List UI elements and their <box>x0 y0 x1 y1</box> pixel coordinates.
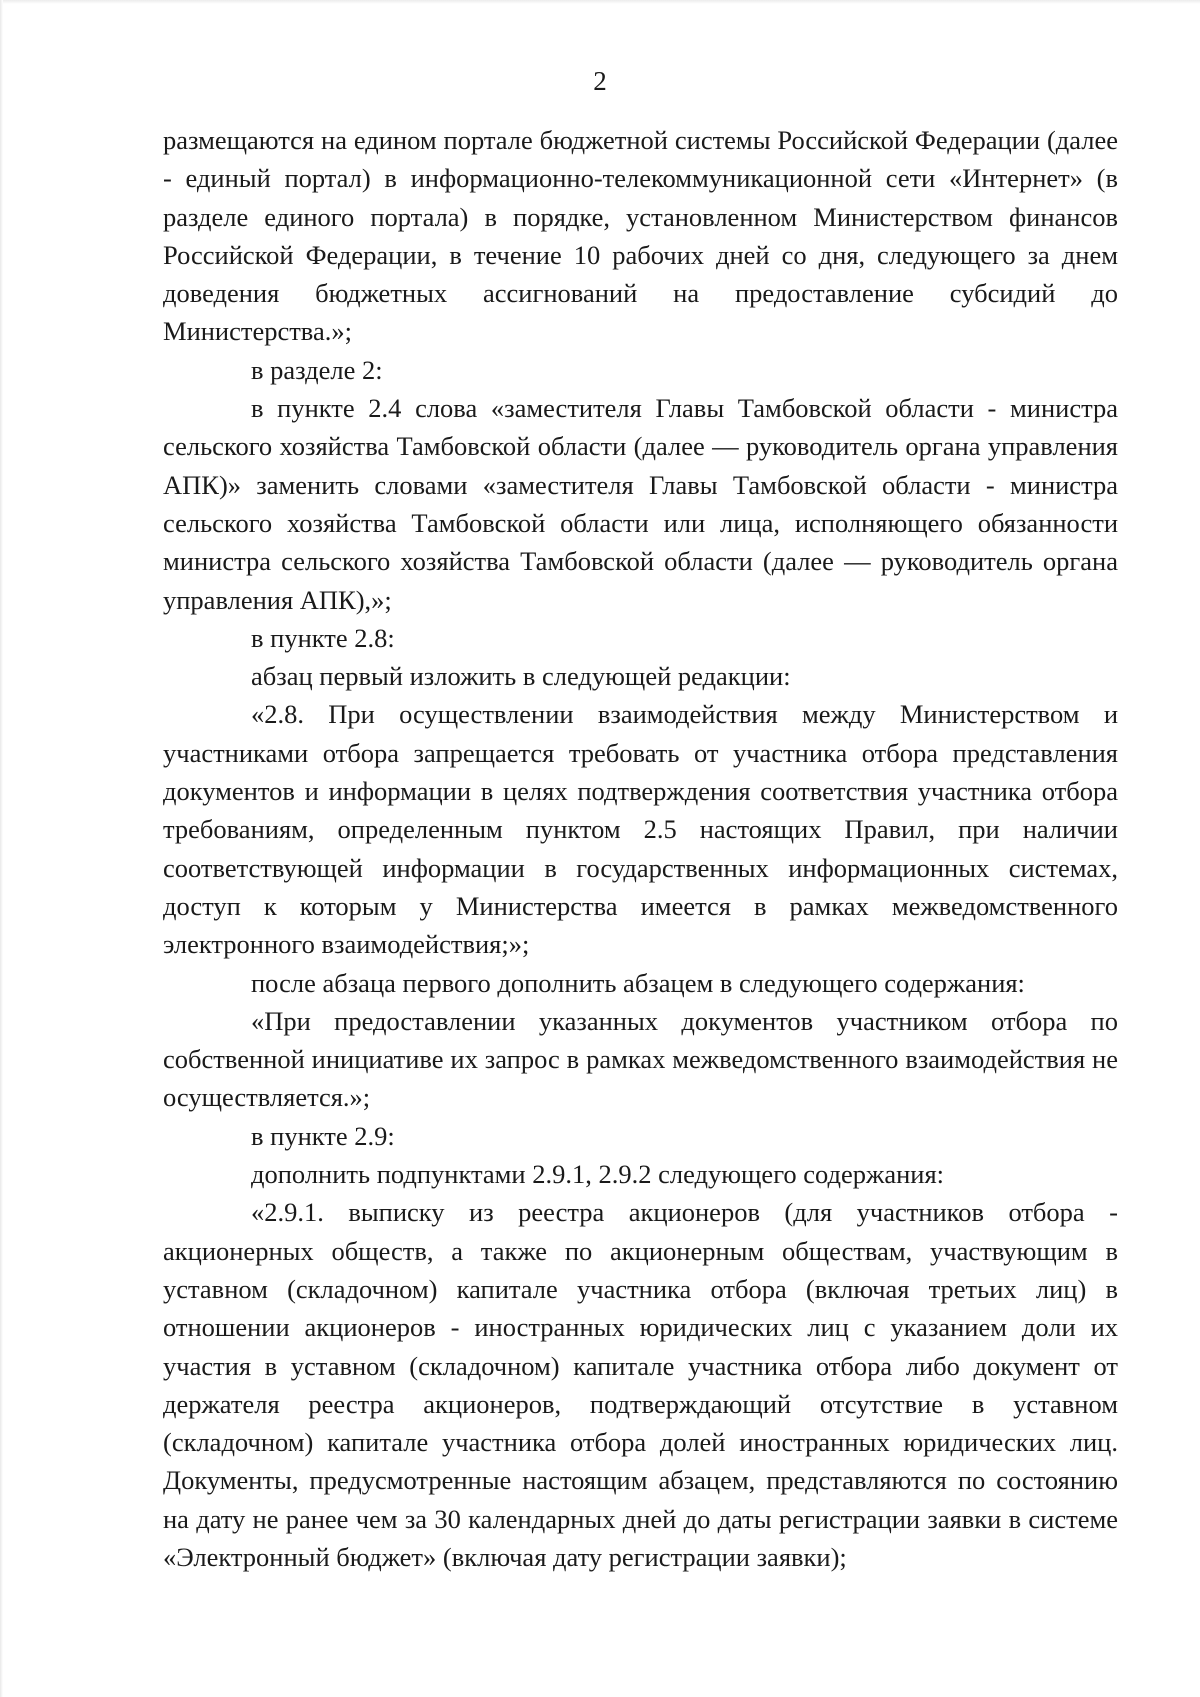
document-body <box>163 121 1118 1576</box>
paragraph-2-8-text: «2.8. При осуществлении взаимодействия между Министерством и участниками отбора запрещается требовать от участника отбора представления документов и информации в целях подтверждения соответствия участника отбора требованиям, определенным пунктом 2.5 настоящих Правил, при наличии соответствующей информации в государственных информационных системах, доступ к которым у Министерства имеется в рамках межведомственного электронного взаимодействия;»; <box>163 699 1118 960</box>
scan-left-edge <box>0 0 3 1697</box>
paragraph-point-2-4: в пункте 2.4 слова «заместителя Главы Тамбовской области - министра сельского хозяйства Тамбовской области (далее — руководитель органа управления АПК)» заменить словами «заместителя Главы Тамбовской области - министра сельского хозяйства Тамбовской области или лица, исполняющего обязанности министра сельского хозяйства Тамбовской области (далее — руководитель органа управления АПК),»; <box>163 393 1118 615</box>
paragraph-point-2-8: в пункте 2.8: <box>251 622 395 653</box>
paragraph-add-subpoints: дополнить подпунктами 2.9.1, 2.9.2 следующего содержания: <box>251 1159 945 1190</box>
page-number: 2 <box>593 66 607 96</box>
paragraph-2-9-1: «2.9.1. выписку из реестра акционеров (для участников отбора - акционерных обществ, а также по акционерным обществам, участвующим в уставном (складочном) капитале участника отбора (включая третьих лиц) в отношении акционеров - иностранных юридических лиц с указанием доли их участия в уставном (складочном) капитале участника отбора либо документ от держателя реестра акционеров, подтверждающий отсутствие в уставном (складочном) капитале участника отбора долей иностранных юридических лиц. Документы, предусмотренные настоящим абзацем, представляются по состоянию на дату не ранее чем за 30 календарных дней до даты регистрации заявки в системе «Электронный бюджет» (включая дату регистрации заявки); <box>163 1197 1118 1572</box>
paragraph-section-2: в разделе 2: <box>251 354 383 385</box>
paragraph-add-clause: после абзаца первого дополнить абзацем в следующего содержания: <box>251 967 1025 998</box>
paragraph-point-2-9: в пункте 2.9: <box>251 1120 395 1151</box>
paragraph-portal-placement: размещаются на едином портале бюджетной системы Российской Федерации (далее - единый портал) в информационно-телекоммуникационной сети «Интернет» (в разделе единого портала) в порядке, установленном Министерством финансов Российской Федерации, в течение 10 рабочих дней со дня, следующего за днем доведения бюджетных ассигнований на предоставление субсидий до Министерства.»; <box>163 125 1118 347</box>
scan-top-edge <box>0 0 1200 4</box>
paragraph-first-clause-edit: абзац первый изложить в следующей редакции: <box>251 661 791 692</box>
paragraph-own-initiative: «При предоставлении указанных документов участником отбора по собственной инициативе их запрос в рамках межведомственного взаимодействия не осуществляется.»; <box>163 1005 1118 1113</box>
